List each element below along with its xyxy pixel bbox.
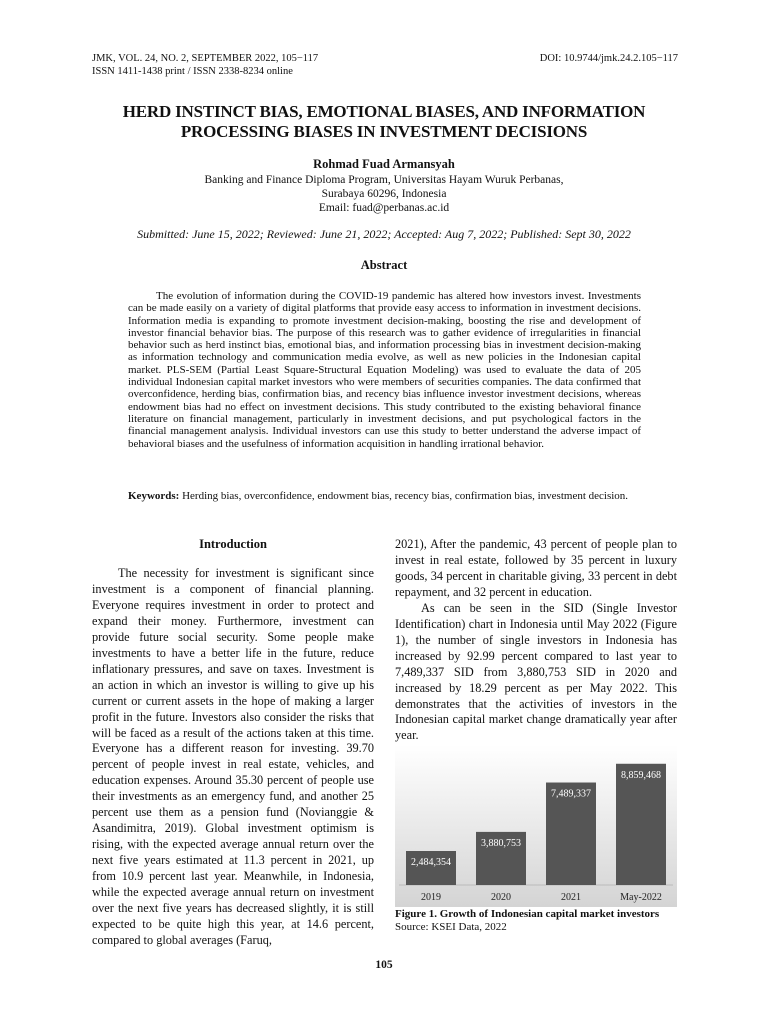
data-label-2019: 2,484,354 [411, 857, 451, 869]
tick-label-2019: 2019 [421, 892, 441, 903]
paper-title: HERD INSTINCT BIAS, EMOTIONAL BIASES, AND INFORMATION PROCESSING BIASES IN INVESTMENT DECISIONS [122, 102, 646, 141]
affiliation-line-2: Surabaya 60296, Indonesia [321, 188, 447, 200]
author-affiliation [0, 173, 768, 215]
keywords [128, 490, 641, 502]
author-email: Email: fuad@perbanas.ac.id [318, 202, 450, 214]
doi: DOI: 10.9744/jmk.24.2.105−117 [539, 53, 678, 64]
data-label-2020: 3,880,753 [481, 837, 521, 849]
journal-citation: JMK, VOL. 24, NO. 2, SEPTEMBER 2022, 105−117 [92, 53, 319, 64]
keywords-text: Herding bias, overconfidence, endowment bias, recency bias, confirmation bias, investment decision. [182, 490, 629, 502]
abstract-text: The evolution of information during the COVID-19 pandemic has altered how investors invest. Investments can be made easily on a variety of digital platforms that provide easy access to information in investment decisions. Information media is expanding to promote investment decision-making, boosting the rise and development of investor financial behavior bias. The purpose of this research was to gather evidence of irregularities in financial behavior such as herd instinct bias, emotional bias, and information processing bias in investment decision-making as information technology and communication media evolve, as well as new policies in the Indonesian capital market. PLS-SEM (Partial Least Square-Structural Equation Modeling) was used to evaluate the data of 205 individual Indonesian capital market investors who were members of securities companies. The data confirmed that overconfidence, herding bias, confirmation bias, and recency bias influence investor investment decisions, whereas endowment bias had no effect on investment decisions. This study contributed to the existing behavioral finance literature on financial management, particularly in investment decisions, and put psychological factors in the financial management analysis. Individual investors can use this study to better understand the adverse impact of behavioral biases and the usefulness of information acquisition in handling irrational behavior. [128, 290, 641, 450]
abstract-heading: Abstract [360, 258, 408, 272]
tick-label-may-2022: May-2022 [620, 892, 662, 903]
introduction-heading: Introduction [199, 537, 267, 551]
introduction-continuation: 2021), After the pandemic, 43 percent of people plan to invest in real estate, followed by 35 percent in luxury goods, 34 percent in charitable giving, 33 percent in debt repayment, and 32 percent in education. [395, 537, 677, 599]
page-number: 105 [375, 959, 393, 971]
bar-may-2022 [616, 764, 666, 885]
figure-label: Figure 1. Growth of Indonesian capital market investors [395, 908, 660, 920]
keywords-label: Keywords: [128, 490, 180, 502]
sid-bar-chart [395, 745, 677, 907]
introduction-sid-paragraph: As can be seen in the SID (Single Investor Identification) chart in Indonesia until May 2022 (Figure 1), the number of single investors in Indonesia has increased by 92.99 percent compared to last year to 7,489,337 SID from 3,880,753 SID in 2020 and increased by 18.29 percent as per May 2022. This demonstrates that the activities of investors in the Indonesian capital market change dramatically year after year. [395, 600, 677, 743]
data-label-may-2022: 8,859,468 [621, 769, 661, 781]
tick-label-2020: 2020 [491, 892, 511, 903]
author-name: Rohmad Fuad Armansyah [313, 157, 455, 171]
figure-caption [395, 908, 659, 934]
running-header-left [92, 52, 318, 78]
affiliation-line-1: Banking and Finance Diploma Program, Universitas Hayam Wuruk Perbanas, [204, 174, 564, 186]
issn: ISSN 1411-1438 print / ISSN 2338-8234 online [92, 66, 293, 77]
data-label-2021: 7,489,337 [551, 788, 591, 800]
submission-dates: Submitted: June 15, 2022; Reviewed: June 21, 2022; Accepted: Aug 7, 2022; Published: Sept 30, 2022 [137, 227, 631, 241]
figure-source: Source: KSEI Data, 2022 [395, 921, 507, 933]
introduction-right-column [395, 537, 677, 744]
tick-label-2021: 2021 [561, 892, 581, 903]
introduction-left-column: The necessity for investment is significant since investment is a component of financial planning. Everyone requires investment in order to protect and expand their money. Furthermore, investment can provide future social security. Some people make investments to have a better life in the future, reduce inflationary pressures, and save on taxes. Investment is an action in which an investor is willing to give up his current or current assets in the hope of making a larger profit in the future. Investors also consider the risks that will be faced as a result of the actions taken at this time. Everyone has a different reason for investing. 39.70 percent of people invest in real estate, vehicles, and education expenses. Around 35.30 percent of people use their investments as an emergency fund, and another 25 percent use them as a pension fund (Novianggie & Asandimitra, 2019). Global investment optimism is rising, with the expected average annual return over the next five years estimated at 11.3 percent in 2021, up from 10.9 percent last year. Meanwhile, in Indonesia, while the expected average annual return on investment over the next five years has decreased slightly, it is still expected to be quite high this year, at 14.6 percent, compared to global averages (Faruq, [92, 566, 374, 947]
